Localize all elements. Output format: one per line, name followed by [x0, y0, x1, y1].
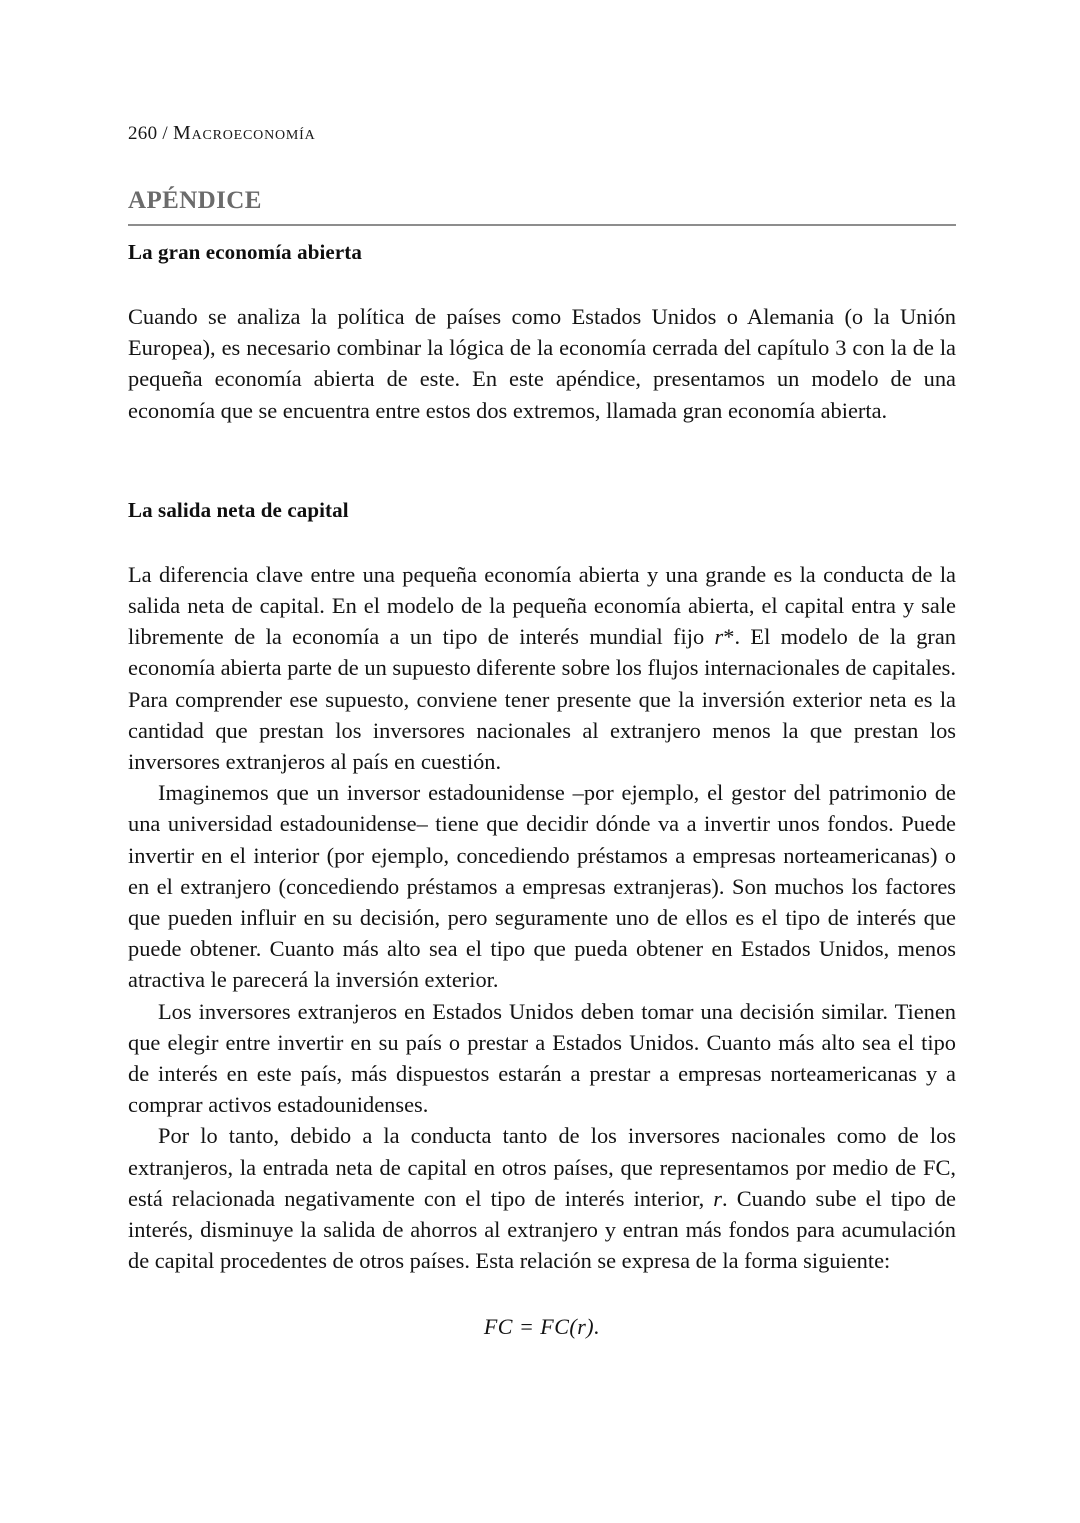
body-paragraph: Imaginemos que un inversor estadounidense –por ejemplo, el gestor del patrimonio de una universidad estadounidense– tiene que decidir dónde va a invertir unos fondos. Puede invertir en el interior (por ejemplo, concediendo préstamos a empresas norteamericanas) o en el extranjero (concediendo préstamos a empresas extranjeras). Son muchos los factores que pueden influir en su decisión, pero seguramente uno de ellos es el tipo de interés que puede obtener. Cuanto más alto sea el tipo que pueda obtener en Estados Unidos, menos atractiva le parecerá la inversión exterior. — [128, 780, 956, 993]
running-header — [128, 122, 956, 145]
subsection-title: La salida neta de capital — [128, 497, 349, 522]
math-variable: r — [714, 624, 724, 650]
page-content-column — [128, 0, 956, 1340]
appendix-divider-rule — [128, 224, 956, 226]
header-separator: / — [162, 123, 168, 144]
appendix-label: APÉNDICE — [128, 187, 262, 214]
intro-paragraph: Cuando se analiza la política de países como Estados Unidos o Alemania (o la Unión Europea), es necesario combinar la lógica de la economía cerrada del capítulo 3 con la de la pequeña economía abierta de este. En este apéndice, presentamos un modelo de una economía que se encuentra entre estos dos extremos, llamada gran economía abierta. — [128, 304, 956, 423]
page-number: 260 — [128, 123, 158, 144]
book-title: Macroeconomía — [173, 122, 316, 144]
math-variable: r — [713, 1185, 723, 1211]
body-paragraph: La diferencia clave entre una pequeña economía abierta y una grande es la conducta de la salida neta de capital. En el modelo de la pequeña economía abierta, el capital entra y sale libremente de la economía a un tipo de interés mundial fijo r*. El modelo de la gran economía abierta parte de un supuesto diferente sobre los flujos internacionales de capitales. Para comprender ese supuesto, conviene tener presente que la inversión exterior neta es la cantidad que prestan los inversores nacionales al extranjero menos la que prestan los inversores extranjeros al país en cuestión. — [128, 561, 956, 775]
body-paragraph: Los inversores extranjeros en Estados Unidos deben tomar una decisión similar. Tienen que elegir entre invertir en su país o prestar a Estados Unidos. Cuanto más alto sea el tipo de interés en este país, más dispuestos estarán a prestar a empresas norteamericanas y a comprar activos estadounidenses. — [128, 998, 956, 1118]
appendix-section-title: La gran economía abierta — [128, 240, 362, 264]
body-paragraph: Por lo tanto, debido a la conducta tanto de los inversores nacionales como de los extranjeros, la entrada neta de capital en otros países, que representamos por medio de FC, está relacionada negativamente con el tipo de interés interior, r. Cuando sube el tipo de interés, disminuye la salida de ahorros al extranjero y entran más fondos para acumulación de capital procedentes de otros países. Esta relación se expresa de la forma siguiente: — [128, 1123, 956, 1274]
equation-fc: FC = FC(r). — [483, 1314, 601, 1340]
